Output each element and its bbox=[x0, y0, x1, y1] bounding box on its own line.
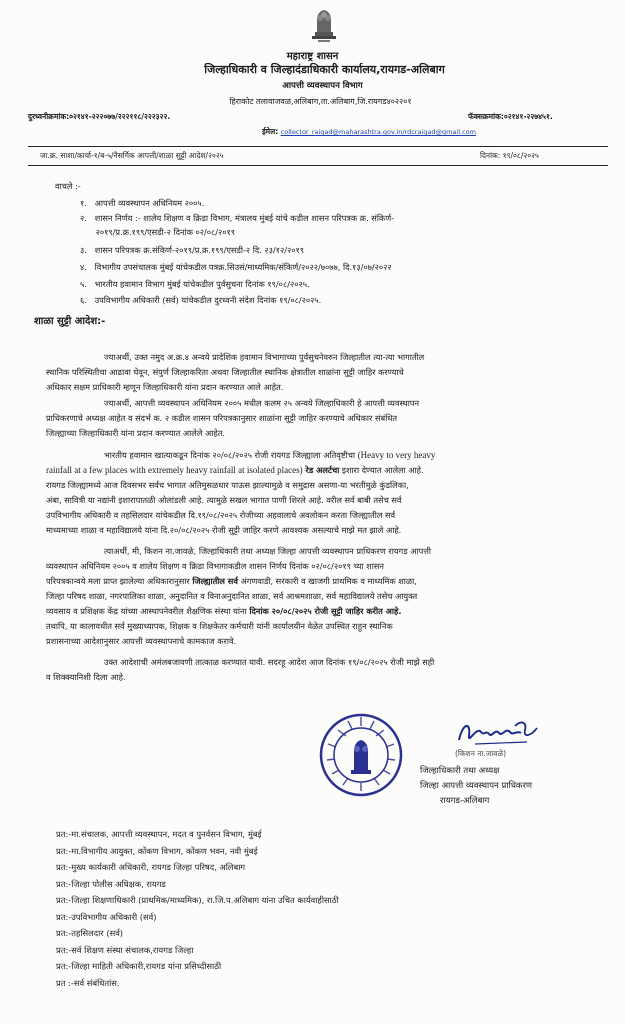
order-line: माध्यमाच्या शाळा व महाविद्यालये यांना दि.२०/०८/२०२५ रोजी सुट्टी जाहिर करणे आवश्यक असल्याचे माझे मत झाले आहे. bbox=[46, 525, 402, 535]
emphasis-text: जिल्ह्यातील सर्व bbox=[192, 576, 238, 586]
copy-recipient: प्रत :-सर्व संबंधितांस. bbox=[56, 978, 120, 988]
order-line: उक्त आदेशाची अमंलबजावणी तात्काळ करण्यात यावी. सदरहू आदेश आज दिनांक १९/०८/२०२५ रोजी माझे सही bbox=[104, 657, 435, 667]
email-row bbox=[262, 127, 476, 137]
order-text: भारतीय हवामान खात्याकडून दिनांक २०/०८/२०२५ रोजी रायगड जिल्ह्याला अतिवृष्टीचा bbox=[104, 450, 358, 460]
email-link[interactable]: collector_raigad@maharashtra.gov.in/rdcraigad@gmail.com bbox=[280, 128, 476, 136]
phone-number: दुरध्वनीक्रमांक:०२१४१-२२२०७७/२२२११८/२२२३२२. bbox=[28, 112, 171, 121]
english-text: (Heavy to very heavy bbox=[357, 450, 436, 460]
order-text: अंगणवाडी, सरकारी व खाजगी प्राथमिक व माध्यमिक शाळा, bbox=[237, 576, 417, 586]
holiday-declaration: दिनांक २०/०८/२०२५ रोजी सुट्टी जाहिर करीत आहे. bbox=[249, 606, 402, 616]
reference-item: २. शासन निर्णय :- शालेय शिक्षण व क्रिडा विभाग, मंत्रालय मुंबई यांचे कडील शासन परिपत्रक क्र. संकिर्ण- bbox=[80, 213, 395, 223]
copy-recipient: प्रत:-सर्व शिक्षण संस्था संचालक,रायगड जिल्हा bbox=[56, 945, 194, 955]
reference-item: १. आपत्ती व्यवस्थापन अधिनियम २००५. bbox=[80, 198, 205, 208]
order-line: जिल्ह्याच्या जिल्हाधिकारी यांना प्रदान करण्यात आलेले आहेत. bbox=[46, 428, 225, 438]
order-line: व्यवस्थापन अधिनियम २००५ व शालेय शिक्षण व क्रिडा विभागाकडील शासन निर्णय दिनांक ०२/०८/२०१९ च्या शासन bbox=[46, 561, 384, 571]
copy-recipient: प्रत:-मा.विभागीय आयुक्त, कोंकण विभाग, कोंकण भवन, नवी मुंबई bbox=[56, 846, 258, 856]
red-alert-text: रेड अलर्टचा bbox=[302, 465, 340, 475]
copy-recipient: प्रत:-जिल्हा शिक्षणाधिकारी (प्राथमिक/माध्यमिक), रा.जि.प.अलिबाग यांना उचित कार्यवाहीसाठी bbox=[56, 895, 339, 905]
signatory-name: (किशन ना.जावळे) bbox=[455, 749, 507, 758]
order-line: प्रशासनाच्या आदेशानुसार आपत्ती व्यवस्थापनाचे कामकाज करावे. bbox=[46, 636, 237, 646]
order-line: ज्याअर्थी, आपत्ती व्यवस्थापन अधिनियम २००५ मधील कलम २५ अन्वये जिल्हाधिकारी हे आपत्ती व्यवस्थापन bbox=[104, 398, 420, 408]
header-department: आपत्ती व्यवस्थापन विभाग bbox=[282, 81, 363, 91]
signatory-authority: जिल्हा आपत्ती व्यवस्थापन प्राधिकरण bbox=[420, 781, 533, 791]
official-stamp bbox=[318, 712, 404, 798]
state-emblem-icon bbox=[309, 6, 339, 46]
reference-number: जा.क्र. साशा/कार्या-१/ब-५/नैसर्गिक आपत्ती/शाळा सुट्टी आदेश/२०२५ bbox=[40, 151, 224, 160]
order-line: रायगड जिल्ह्यामध्ये आज दिवसभर सर्वच भागात अतिमुसळधार पाऊस झाल्यामुळे व समुद्रास असणा-या भरतीमुळे कुंडलिका, bbox=[46, 480, 409, 490]
order-text: परिपत्रकान्वये मला प्राप्त झालेल्या अधिकारानुसार bbox=[46, 576, 193, 586]
order-date: दिनांक: १९/०८/२०२५ bbox=[480, 151, 539, 160]
fax-number: फॅक्सक्रमांक:०२१४१-२२७४५१. bbox=[468, 112, 553, 121]
copy-recipient: प्रत:-तहसिलदार (सर्व) bbox=[56, 928, 124, 938]
order-line: प्राधिकरणाचे अध्यक्ष आहेत व संदर्भ क. २ कडील शासन परिपत्रकानुसार शाळांना सुट्टी जाहिर करण्याचे अधिकार संबंधित bbox=[46, 413, 398, 423]
order-line: त्याअर्थी, मी, किशन ना.जावळे, जिल्हाधिकारी तथा अध्यक्ष जिल्हा आपत्ती व्यवस्थापन प्राधिकरण रायगड आपत्ती bbox=[104, 546, 432, 556]
order-heading: शाळा सुट्टी आदेश:- bbox=[34, 316, 106, 327]
copy-recipient: प्रत:-उपविभागीय अधिकारी (सर्व) bbox=[56, 912, 157, 922]
order-line: अधिकार सक्षम प्राधिकारी म्हणून जिल्हाधिकारी यांना प्रदान करण्यात आले आहेत. bbox=[46, 382, 284, 392]
header-rule-bottom bbox=[28, 165, 608, 166]
order-line: जिल्हा परिषद शाळा, नगरपालिका शाळा, अनुदानित व विनाअनुदानित शाळा, सर्व आश्रमशाळा, सर्व महाविद्यालये तसेच आयुक्त bbox=[46, 591, 418, 601]
copy-recipient: प्रत:-मा.संचालक, आपत्ती व्यवस्थापन, मदत व पुनर्वसन विभाग, मुंबई bbox=[56, 829, 262, 839]
reference-item: २०१९/प्र.क्र.१९९/एसडी-२ दिनांक ०२/०८/२०१९ bbox=[80, 227, 236, 237]
copy-recipient: प्रत:-मुख्य कार्यकारी अधिकारी, रायगड जिल्हा परिषद, अलिबाग bbox=[56, 862, 246, 872]
reference-item: ५. भारतीय हवामान विभाग मुंबई यांचेकडील पुर्वसुचना दिनांक १९/०८/२०२५. bbox=[80, 279, 310, 289]
reference-item: ४. विभागीय उपसंचालक मुंबई यांचेकडील पत्रक्र.सिउसं/माध्यमिक/संकिर्ण/२०२२/७०७७, दि.१३/०७/२०२२ bbox=[80, 262, 392, 272]
order-line: स्थानिक परिस्थितीचा आढावा घेवून, संपुर्ण जिल्हाकरिता अथवा जिल्हातील स्थानिक क्षेत्रातील शाळांना सुट्टी जाहिर करण्याचे bbox=[46, 367, 404, 377]
order-line bbox=[46, 464, 424, 476]
order-line: तथापि, या कालावधीत सर्व मुख्याध्यापक, शिक्षक व शिक्षकेतर कर्मचारी यांनी कार्यालयीन वेळेत उपस्थित राहुन स्थानिक bbox=[46, 621, 393, 631]
copy-recipient: प्रत:-जिल्हा माहिती अधिकारी,रायगड यांना प्रसिध्दीसाठी bbox=[56, 961, 222, 971]
order-line: व शिक्क्यानिशी दिला आहे. bbox=[46, 672, 126, 682]
order-text: व्यवसाय व प्रशिक्षक केंद्र यांच्या आस्थापनेवरील शैक्षणिक संस्था यांना bbox=[46, 606, 250, 616]
email-label: ईमेल: bbox=[262, 127, 279, 136]
header-rule-top bbox=[28, 146, 608, 147]
order-line: ज्याअर्थी, उक्त नमुद अ.क्र.४ अन्वये प्रादेशिक हवामान विभागाच्या पुर्वसुचनेवरुन जिल्हातील त्या-त्या भागातील bbox=[104, 352, 425, 362]
header-address: हिराकोट तलावाजवळ,अलिबाग,ता.अलिबाग,जि.रायगड४०२२०१ bbox=[229, 97, 412, 106]
order-line: अंबा, सावित्री या नद्यांनी इशारापातळी ओलांडली आहे. त्यामुळे सखल भागात पाणी शिरले आहे. वरील सर्व बाबी तसेच सर्व bbox=[46, 495, 402, 505]
header-government: महाराष्ट्र शासन bbox=[286, 51, 339, 62]
order-line bbox=[46, 575, 417, 587]
reference-item: ३. शासन परिपत्रक क्र.संकिर्ण-२०१९/प्र.क्र.१९९/एसडी-२ दि. २३/१२/२०१९ bbox=[80, 245, 305, 255]
references-title: वाचले :- bbox=[55, 181, 81, 191]
signatory-designation: जिल्हाधिकारी तथा अध्यक्ष bbox=[420, 766, 500, 776]
signatory-place: रायगड-अलिबाग bbox=[440, 796, 490, 806]
order-line: उपविभागीय अधिकारी व तहसिलदार यांचेकडील दि.१९/०८/२०२५ रोजीच्या अहवालाचे अवलोकन करता जिल्ह्यातील सर्व bbox=[46, 510, 396, 520]
order-line bbox=[46, 605, 401, 617]
header-office: जिल्हाधिकारी व जिल्हादंडाधिकारी कार्यालय,रायगड-अलिबाग bbox=[204, 63, 445, 76]
order-line bbox=[104, 449, 435, 461]
order-text: इशारा देण्यात आलेला आहे. bbox=[339, 465, 424, 475]
english-text: rainfall at a few places with extremely heavy rainfall at isolated places) bbox=[46, 465, 303, 475]
copy-recipient: प्रत:-जिल्हा पोलीस अधिक्षक, रायगड bbox=[56, 879, 166, 889]
reference-item: ६. उपविभागीय अधिकारी (सर्व) यांचेकडील दुरध्वनी संदेश दिनांक १९/०८/२०२५. bbox=[80, 295, 322, 305]
handwritten-signature bbox=[455, 718, 541, 748]
